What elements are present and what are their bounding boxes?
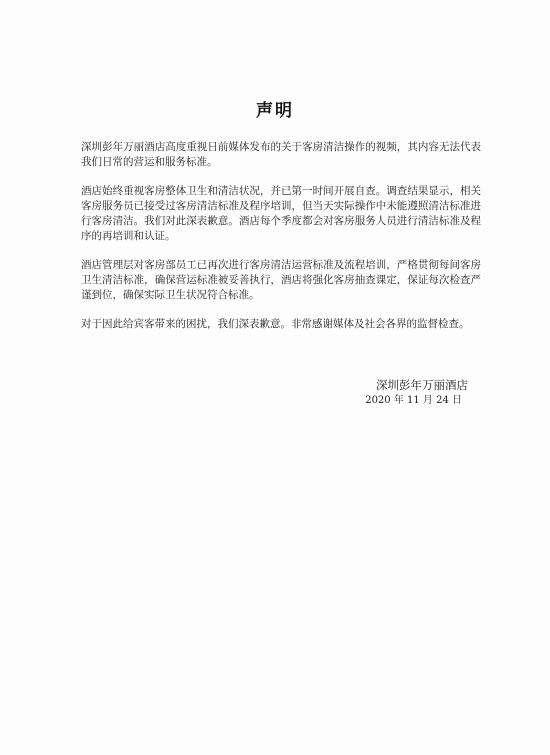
signature-date: 2020 年 11 月 24 日 — [365, 395, 462, 406]
paragraph-3: 酒店管理层对客房部员工已再次进行客房清洁运营标准及流程培训，严格贯彻每间客房卫生清洁标准，确保营运标准被妥善执行，酒店将强化客房抽查课定，保证每次检查严谨到位，确保实际卫生状况符合标准。 — [81, 259, 481, 301]
paragraph-2: 酒店始终重视客房整体卫生和清洁状况，并已第一时间开展自查。调查结果显示，相关客房服务员已接受过客房清洁标准及程序培训，但当天实际操作中未能遵照清洁标准进行客房清洁。我们对此深表歉意。酒店每个季度都会对客房服务人员进行清洁标准及程序的再培训和认证。 — [81, 185, 481, 242]
paragraph-4: 对于因此给宾客带来的困扰，我们深表歉意。非常感谢媒体及社会各界的监督检查。 — [81, 318, 470, 330]
paragraph-1: 深圳彭年万丽酒店高度重视日前媒体发布的关于客房清洁操作的视频，其内容无法代表我们日常的营运和服务标准。 — [81, 141, 481, 168]
signature-block — [365, 377, 468, 409]
document-title: 声明 — [256, 101, 294, 121]
document-body — [81, 140, 481, 346]
signature-organization: 深圳彭年万丽酒店 — [376, 378, 468, 392]
